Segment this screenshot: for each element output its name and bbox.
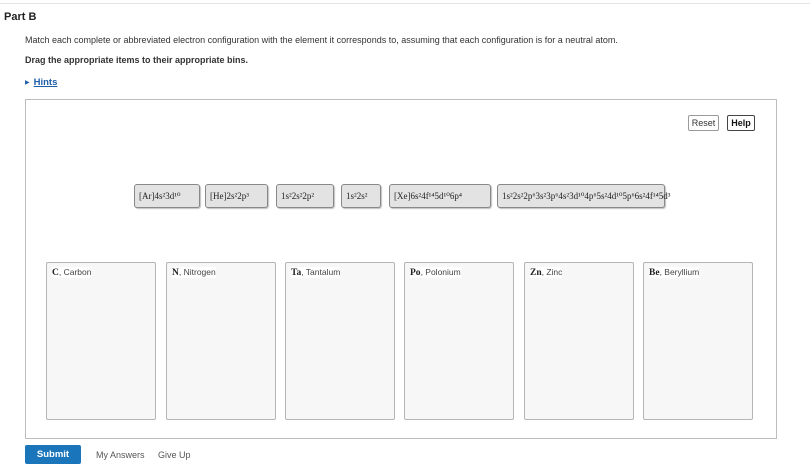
- config-item-text: 1s²2s²: [346, 191, 368, 201]
- bin-polonium[interactable]: [404, 262, 514, 420]
- element-name: , Beryllium: [659, 267, 700, 277]
- give-up-link[interactable]: Give Up: [158, 450, 191, 460]
- bin-tantalum[interactable]: [285, 262, 395, 420]
- drag-instruction: Drag the appropriate items to their appropriate bins.: [25, 55, 249, 65]
- config-item-text: [Ar]4s²3d¹⁰: [139, 190, 181, 201]
- question-instruction: Match each complete or abbreviated electron configuration with the element it corresponds to, assuming that each configuration is for a neutral atom.: [25, 35, 618, 45]
- bin-label: [649, 267, 699, 278]
- element-name: , Nitrogen: [178, 267, 216, 277]
- element-symbol: Be: [649, 268, 660, 278]
- config-item-ta[interactable]: [497, 184, 671, 208]
- element-name: , Carbon: [58, 267, 92, 277]
- config-item-po[interactable]: [389, 184, 491, 208]
- bin-nitrogen[interactable]: [166, 262, 276, 420]
- bin-beryllium[interactable]: [643, 262, 753, 420]
- config-item-c[interactable]: [276, 184, 334, 208]
- element-symbol: Po: [410, 268, 421, 278]
- element-name: , Zinc: [541, 267, 563, 277]
- part-title: Part B: [4, 11, 37, 23]
- bin-label: [291, 267, 340, 278]
- triangle-right-icon: ▶: [25, 80, 30, 86]
- element-symbol: C: [52, 268, 59, 278]
- bin-label: [52, 267, 91, 278]
- config-item-be[interactable]: [341, 184, 381, 208]
- element-symbol: Ta: [291, 268, 302, 278]
- help-button[interactable]: Help: [727, 115, 755, 131]
- config-item-zn[interactable]: [134, 184, 200, 208]
- hints-toggle[interactable]: [25, 77, 57, 88]
- config-item-text: [Xe]6s²4f¹⁴5d¹⁰6p⁴: [394, 190, 462, 201]
- config-item-text: 1s²2s²2p²: [281, 191, 315, 201]
- element-symbol: N: [172, 268, 179, 278]
- reset-button[interactable]: Reset: [688, 115, 719, 131]
- element-symbol: Zn: [530, 268, 542, 278]
- bin-label: [172, 267, 216, 278]
- config-item-text: [He]2s²2p³: [210, 191, 249, 201]
- submit-button[interactable]: Submit: [25, 445, 81, 464]
- config-item-n[interactable]: [205, 184, 268, 208]
- hints-link[interactable]: Hints: [33, 77, 58, 88]
- bin-label: [410, 267, 461, 278]
- bin-carbon[interactable]: [46, 262, 156, 420]
- my-answers-link[interactable]: My Answers: [96, 450, 145, 460]
- config-item-text: 1s²2s²2p⁶3s²3p⁶4s²3d¹⁰4p⁶5s²4d¹⁰5p⁶6s²4f¹⁴5d³: [502, 190, 671, 201]
- top-divider: [0, 3, 810, 4]
- element-name: , Tantalum: [301, 267, 341, 277]
- element-name: , Polonium: [420, 267, 461, 277]
- bin-zinc[interactable]: [524, 262, 634, 420]
- bin-label: [530, 267, 562, 278]
